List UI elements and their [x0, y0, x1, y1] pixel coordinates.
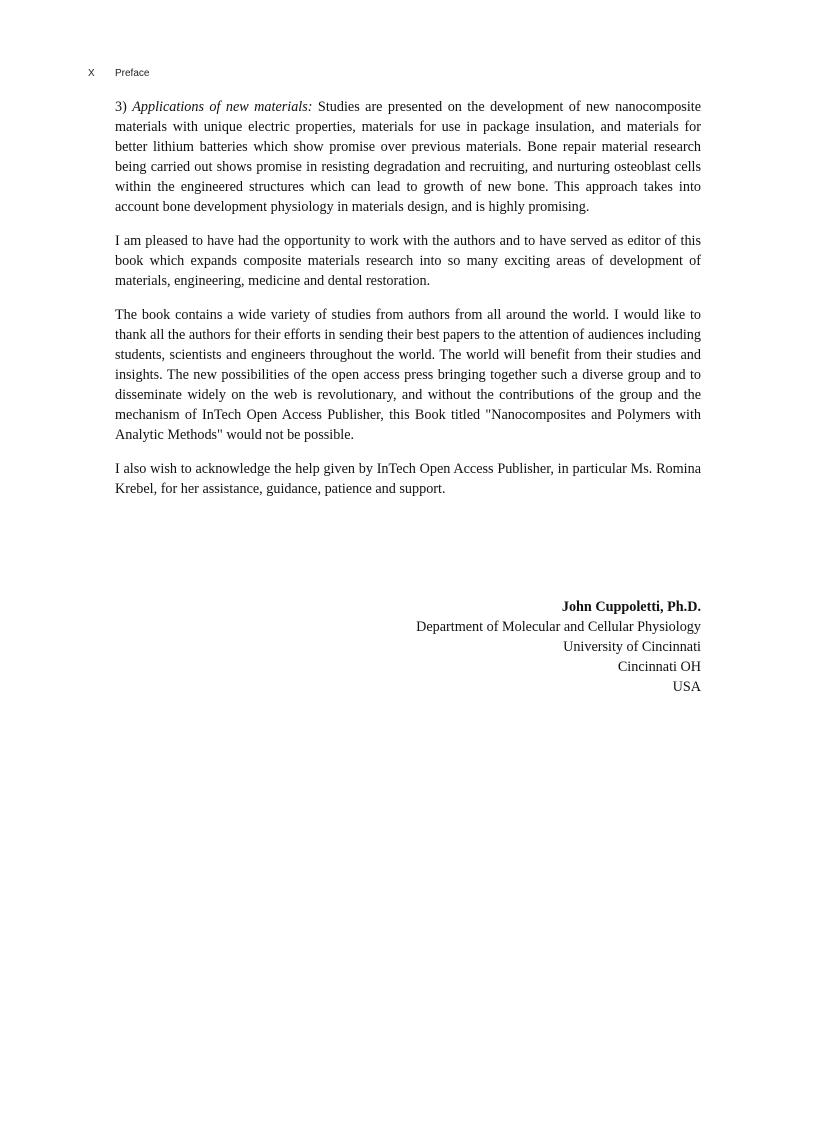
- list-number: 3): [115, 99, 133, 115]
- author-university: University of Cincinnati: [563, 639, 701, 655]
- topic-heading: Applications of new materials:: [132, 99, 313, 115]
- running-header: [88, 68, 149, 79]
- page-number: X: [88, 68, 95, 79]
- author-city: Cincinnati OH: [617, 659, 701, 675]
- paragraph-applications: [115, 97, 701, 217]
- preface-body: [115, 97, 701, 513]
- paragraph-authors: The book contains a wide variety of studies from authors from all around the world. I would like to thank all the authors for their efforts in sending their best papers to the attention of audiences including students, scientists and engineers throughout the world. The world will benefit from their studies and insights. The new possibilities of the open access press bringing together such a diverse group and to disseminate widely on the web is revolutionary, and without the contributions of the group and the mechanism of InTech Open Access Publisher, this Book titled "Nanocomposites and Polymers with Analytic Methods" would not be possible.: [115, 307, 701, 443]
- paragraph-editor: I am pleased to have had the opportunity to work with the authors and to have served as editor of this book which expands composite materials research into so many exciting areas of development of materials, engineering, medicine and dental restoration.: [115, 233, 701, 289]
- signature-block: [281, 597, 701, 697]
- paragraph-acknowledgment: I also wish to acknowledge the help given by InTech Open Access Publisher, in particular Ms. Romina Krebel, for her assistance, guidance, patience and support.: [115, 461, 701, 497]
- author-country: USA: [672, 679, 701, 695]
- author-name: John Cuppoletti, Ph.D.: [561, 599, 701, 615]
- author-department: Department of Molecular and Cellular Physiology: [416, 619, 701, 635]
- section-title: Preface: [115, 68, 150, 79]
- paragraph-text: Studies are presented on the development of new nanocomposite materials with unique electric properties, materials for use in package insulation, and materials for better lithium batteries which show promise over previous materials. Bone repair material research being carried out shows promise in resisting degradation and recruiting, and nurturing osteoblast cells within the engineered structures which can lead to growth of new bone. This approach takes into account bone development physiology in materials design, and is highly promising.: [115, 99, 702, 215]
